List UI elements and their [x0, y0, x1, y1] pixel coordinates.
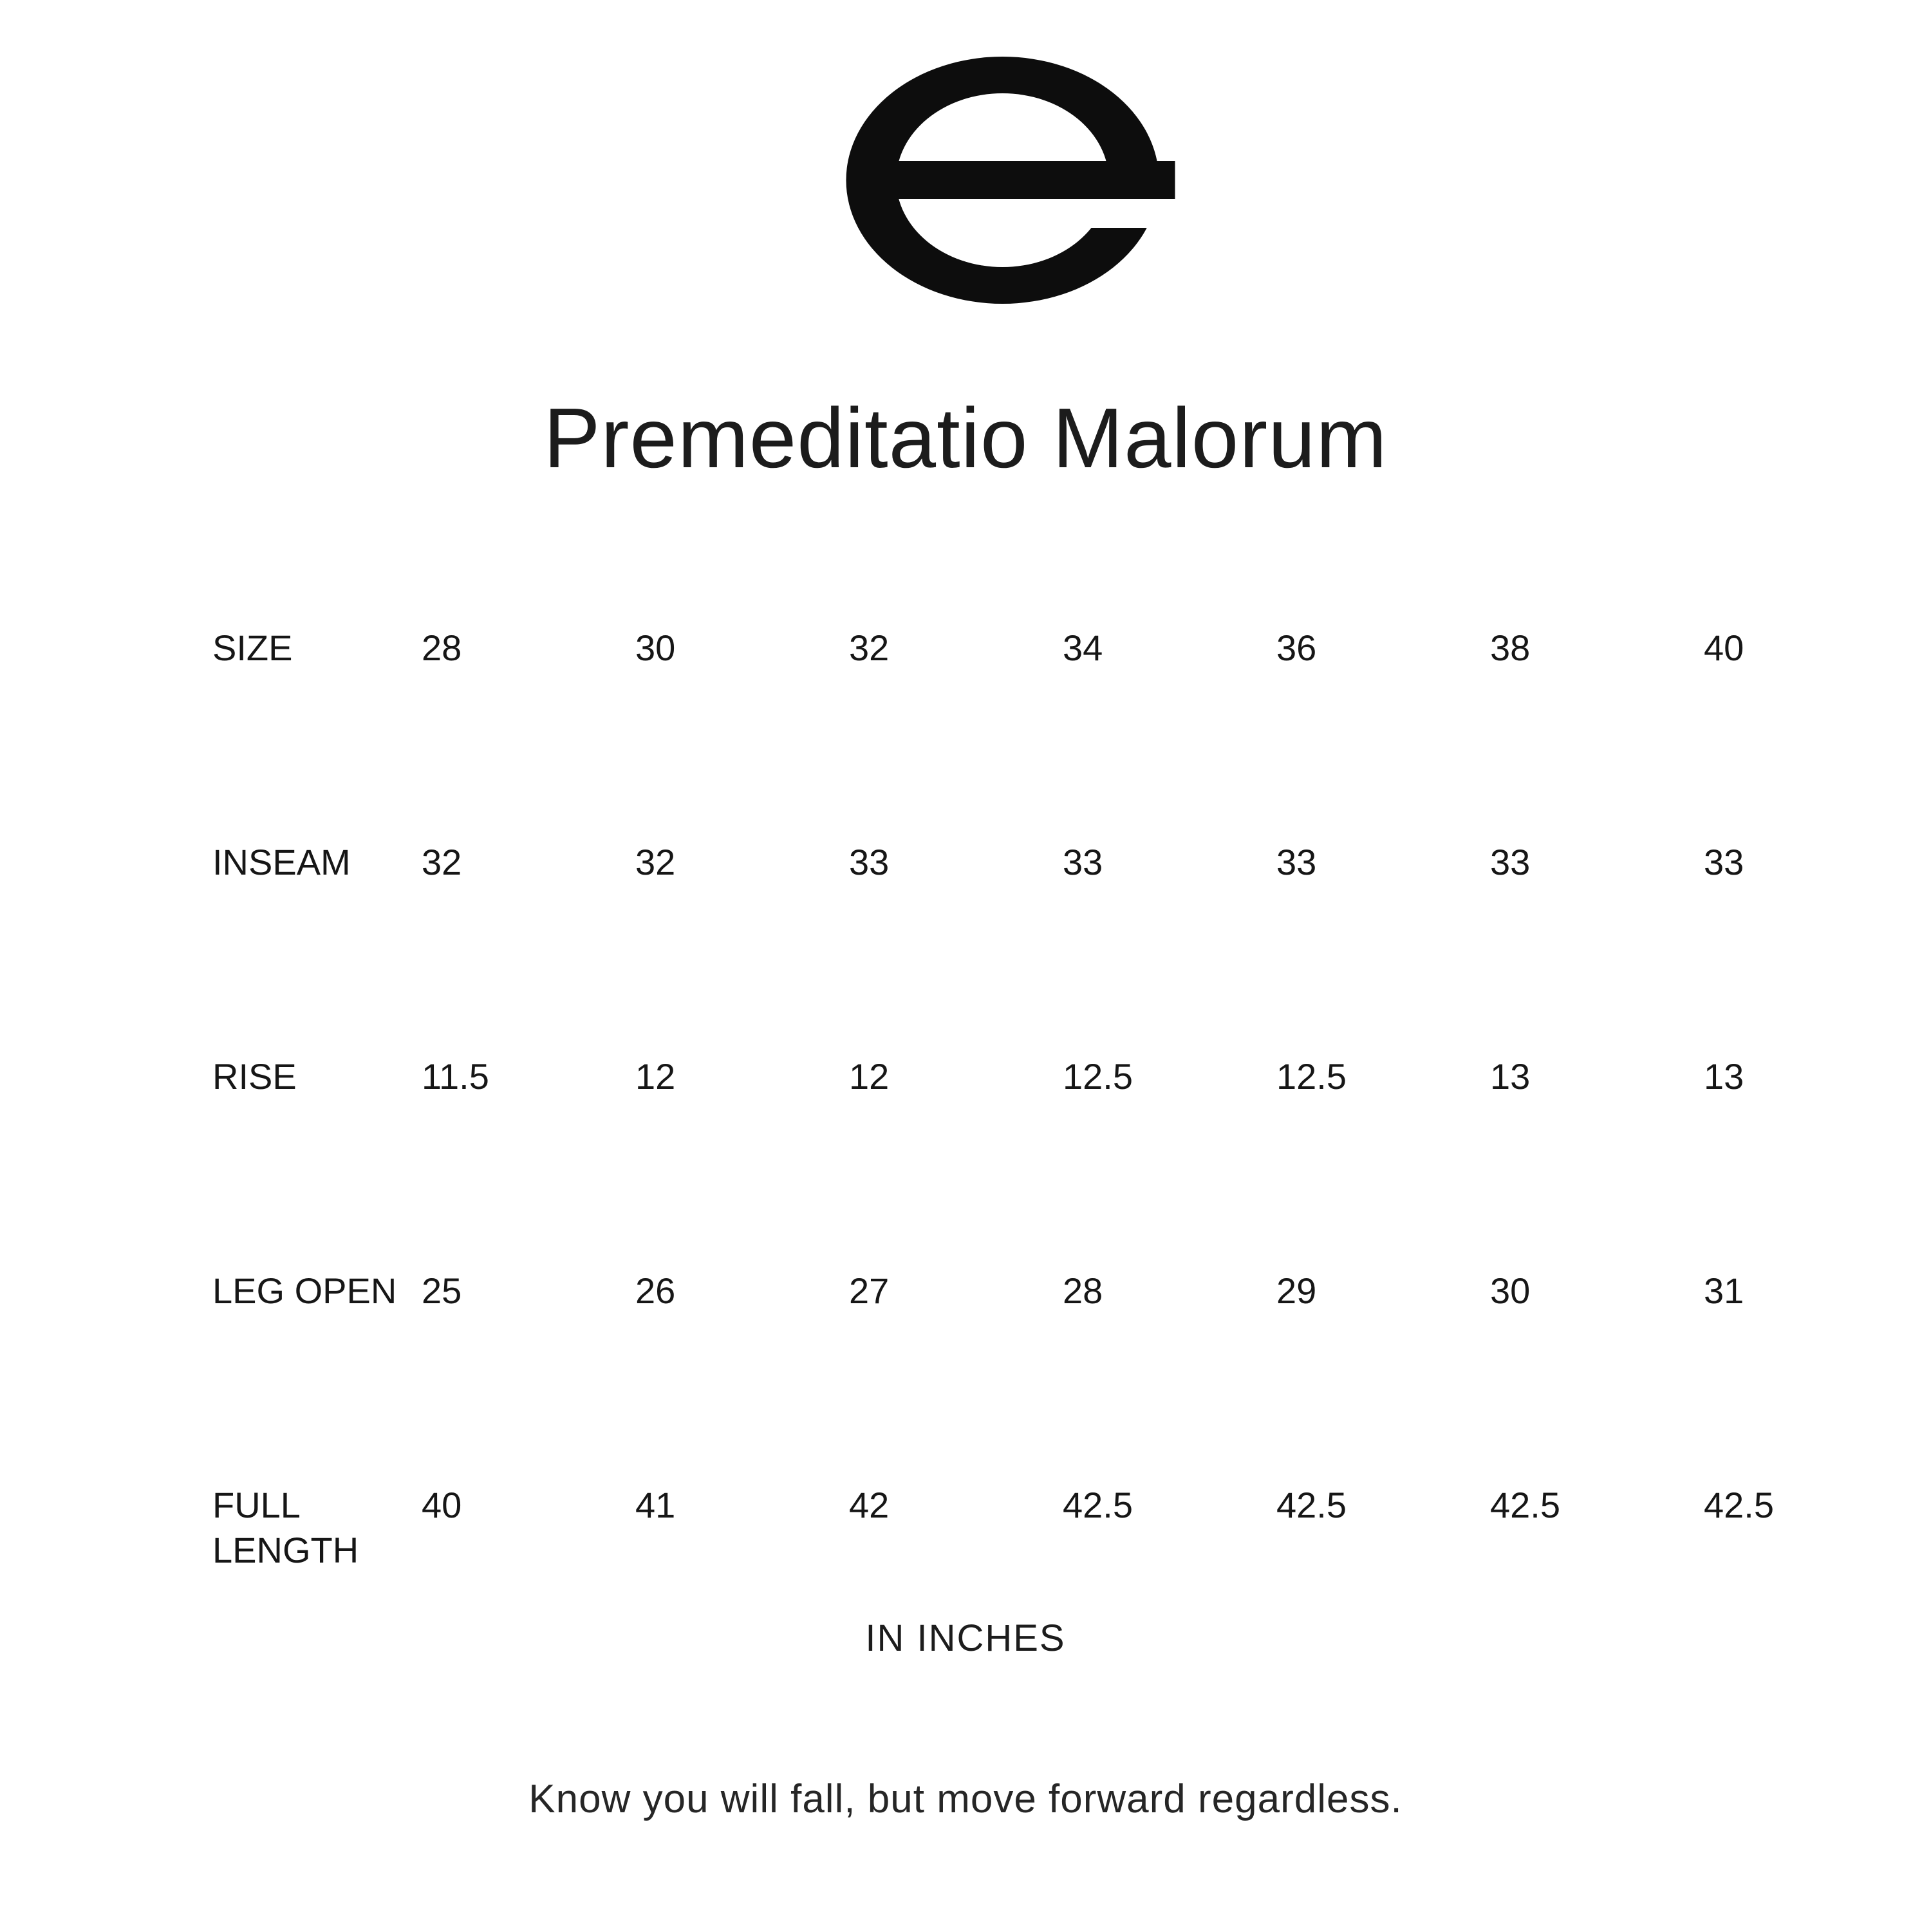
brand-logo-e-icon [846, 57, 1175, 304]
leg-open-value: 31 [1704, 1270, 1744, 1311]
rise-value: 11.5 [422, 1056, 489, 1097]
rise-value: 12 [635, 1056, 676, 1097]
inseam-value: 33 [1490, 842, 1531, 882]
full-length-value: 42.5 [1490, 1485, 1560, 1525]
page-title: Premeditatio Malorum [543, 391, 1388, 485]
size-value: 38 [1490, 627, 1531, 668]
leg-open-value: 28 [1063, 1270, 1103, 1311]
size-value: 32 [849, 627, 890, 668]
inseam-value: 32 [422, 842, 462, 882]
full-length-value: 42.5 [1704, 1485, 1774, 1525]
row-label-size: SIZE [212, 627, 293, 668]
rise-value: 13 [1704, 1056, 1744, 1097]
size-table [212, 626, 1917, 1697]
inseam-value: 33 [1704, 842, 1744, 882]
units-note: IN INCHES [865, 1617, 1066, 1659]
rise-value: 13 [1490, 1056, 1531, 1097]
inseam-value: 33 [1063, 842, 1103, 882]
brand-logo [846, 57, 1175, 304]
leg-open-value: 27 [849, 1270, 890, 1311]
full-length-value: 41 [635, 1485, 676, 1525]
inseam-value: 32 [635, 842, 676, 882]
size-value: 30 [635, 627, 676, 668]
full-length-value: 42.5 [1063, 1485, 1133, 1525]
row-label-leg-open: LEG OPEN [212, 1270, 397, 1311]
footer-quote: Know you will fall, but move forward regardless. [528, 1777, 1403, 1821]
full-length-value: 40 [422, 1485, 462, 1525]
size-value: 34 [1063, 627, 1103, 668]
leg-open-value: 25 [422, 1270, 462, 1311]
rise-value: 12.5 [1276, 1056, 1347, 1097]
inseam-value: 33 [1276, 842, 1317, 882]
leg-open-value: 26 [635, 1270, 676, 1311]
full-length-value: 42 [849, 1485, 890, 1525]
leg-open-value: 29 [1276, 1270, 1317, 1311]
rise-value: 12 [849, 1056, 890, 1097]
row-label-full-length: FULL LENGTH [212, 1485, 359, 1570]
leg-open-value: 30 [1490, 1270, 1531, 1311]
row-label-inseam: INSEAM [212, 842, 351, 882]
rise-value: 12.5 [1063, 1056, 1133, 1097]
row-label-rise: RISE [212, 1056, 297, 1097]
inseam-value: 33 [849, 842, 890, 882]
full-length-value: 42.5 [1276, 1485, 1347, 1525]
size-value: 36 [1276, 627, 1317, 668]
size-value: 28 [422, 627, 462, 668]
size-value: 40 [1704, 627, 1744, 668]
